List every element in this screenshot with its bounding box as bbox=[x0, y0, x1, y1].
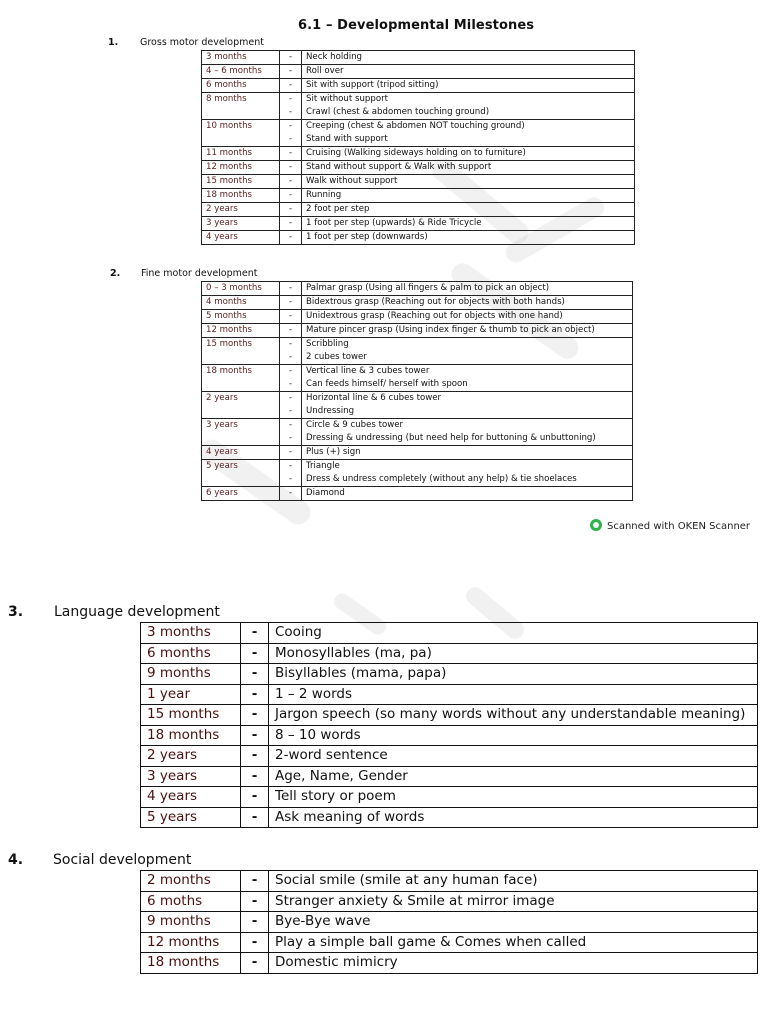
milestone-cell: Cooing bbox=[269, 623, 758, 644]
table-row bbox=[202, 189, 635, 203]
milestone-cell bbox=[302, 231, 635, 245]
dash-mark: - bbox=[288, 325, 293, 335]
table-row bbox=[202, 296, 633, 310]
table-row bbox=[141, 684, 758, 705]
dash-mark: - bbox=[288, 433, 293, 443]
dash-mark: - bbox=[288, 148, 293, 158]
table-row bbox=[141, 807, 758, 828]
dash-cell: - bbox=[241, 932, 269, 953]
milestone-cell bbox=[302, 120, 635, 147]
dash-mark: - bbox=[288, 474, 293, 484]
milestone-cell: 1 – 2 words bbox=[269, 684, 758, 705]
milestone-cell bbox=[302, 147, 635, 161]
table-row bbox=[202, 120, 635, 147]
table-row bbox=[141, 705, 758, 726]
dash-cell bbox=[280, 203, 302, 217]
milestone-cell bbox=[302, 446, 633, 460]
dash-mark: - bbox=[288, 311, 293, 321]
milestone-text: Stand with support bbox=[306, 134, 388, 144]
table-row bbox=[202, 51, 635, 65]
dash-cell bbox=[280, 338, 302, 365]
milestone-text: Can feeds himself/ herself with spoon bbox=[306, 379, 468, 389]
milestone-text: Stand without support & Walk with support bbox=[306, 162, 492, 172]
milestone-text: Unidextrous grasp (Reaching out for objects with one hand) bbox=[306, 311, 563, 321]
dash-cell: - bbox=[241, 871, 269, 892]
dash-cell: - bbox=[241, 664, 269, 685]
milestone-text: Horizontal line & 6 cubes tower bbox=[306, 393, 442, 403]
table-row bbox=[141, 643, 758, 664]
table-row bbox=[202, 338, 633, 365]
milestone-cell bbox=[302, 296, 633, 310]
milestone-cell bbox=[302, 460, 633, 487]
age-cell: 0 – 3 months bbox=[202, 282, 280, 296]
milestone-text: Mature pincer grasp (Using index finger & thumb to pick an object) bbox=[306, 325, 595, 335]
dash-cell bbox=[280, 217, 302, 231]
dash-cell bbox=[280, 460, 302, 487]
age-cell: 12 months bbox=[202, 161, 280, 175]
milestone-cell: Play a simple ball game & Comes when called bbox=[269, 932, 758, 953]
age-cell: 4 years bbox=[202, 446, 280, 460]
dash-cell bbox=[280, 120, 302, 147]
milestone-text: Running bbox=[306, 190, 342, 200]
milestone-text: Walk without support bbox=[306, 176, 398, 186]
dash-mark: - bbox=[288, 204, 293, 214]
table-row bbox=[141, 871, 758, 892]
section-label: Social development bbox=[53, 852, 192, 868]
dash-mark: - bbox=[288, 52, 293, 62]
table-row bbox=[141, 891, 758, 912]
milestone-cell: Bye-Bye wave bbox=[269, 912, 758, 933]
table-row bbox=[202, 79, 635, 93]
milestone-text: Palmar grasp (Using all fingers & palm to pick an object) bbox=[306, 283, 550, 293]
milestone-cell bbox=[302, 175, 635, 189]
table-row bbox=[202, 217, 635, 231]
milestone-cell: 8 – 10 words bbox=[269, 725, 758, 746]
table-row bbox=[141, 912, 758, 933]
age-cell: 2 years bbox=[141, 746, 241, 767]
age-cell: 4 months bbox=[202, 296, 280, 310]
age-cell: 4 – 6 months bbox=[202, 65, 280, 79]
dash-cell: - bbox=[241, 746, 269, 767]
age-cell: 18 months bbox=[202, 365, 280, 392]
age-cell: 12 months bbox=[202, 324, 280, 338]
age-cell: 3 months bbox=[202, 51, 280, 65]
dash-mark: - bbox=[288, 176, 293, 186]
dash-cell bbox=[280, 296, 302, 310]
age-cell: 6 moths bbox=[141, 891, 241, 912]
table-row bbox=[202, 310, 633, 324]
milestone-cell bbox=[302, 419, 633, 446]
milestone-cell bbox=[302, 189, 635, 203]
dash-mark: - bbox=[288, 488, 293, 498]
dash-cell bbox=[280, 231, 302, 245]
milestone-text: Diamond bbox=[306, 488, 345, 498]
age-cell: 6 months bbox=[202, 79, 280, 93]
age-cell: 3 months bbox=[141, 623, 241, 644]
table-row bbox=[141, 746, 758, 767]
milestone-text: Undressing bbox=[306, 406, 355, 416]
milestone-text: 1 foot per step (upwards) & Ride Tricycle bbox=[306, 218, 482, 228]
dash-mark: - bbox=[288, 406, 293, 416]
dash-mark: - bbox=[288, 379, 293, 389]
milestone-text: 2 foot per step bbox=[306, 204, 370, 214]
dash-cell: - bbox=[241, 725, 269, 746]
table-row bbox=[202, 460, 633, 487]
milestone-cell bbox=[302, 365, 633, 392]
age-cell: 3 years bbox=[202, 217, 280, 231]
milestone-cell bbox=[302, 324, 633, 338]
dash-cell bbox=[280, 51, 302, 65]
social-table bbox=[140, 870, 758, 974]
milestone-text: 2 cubes tower bbox=[306, 352, 367, 362]
milestone-cell bbox=[302, 161, 635, 175]
section-number: 1. bbox=[108, 37, 119, 48]
age-cell: 2 years bbox=[202, 392, 280, 419]
dash-cell bbox=[280, 147, 302, 161]
milestone-cell bbox=[302, 487, 633, 501]
dash-cell bbox=[280, 282, 302, 296]
table-row bbox=[202, 147, 635, 161]
milestone-cell: Stranger anxiety & Smile at mirror image bbox=[269, 891, 758, 912]
milestone-cell: Age, Name, Gender bbox=[269, 766, 758, 787]
table-row bbox=[141, 766, 758, 787]
dash-cell: - bbox=[241, 684, 269, 705]
age-cell: 2 years bbox=[202, 203, 280, 217]
milestone-text: Dress & undress completely (without any help) & tie shoelaces bbox=[306, 474, 577, 484]
dash-mark: - bbox=[288, 218, 293, 228]
milestone-cell: Social smile (smile at any human face) bbox=[269, 871, 758, 892]
dash-mark: - bbox=[288, 447, 293, 457]
milestone-text: Neck holding bbox=[306, 52, 362, 62]
milestone-cell: Monosyllables (ma, pa) bbox=[269, 643, 758, 664]
table-row bbox=[202, 487, 633, 501]
age-cell: 6 years bbox=[202, 487, 280, 501]
table-row bbox=[202, 203, 635, 217]
milestone-text: Circle & 9 cubes tower bbox=[306, 420, 404, 430]
age-cell: 9 months bbox=[141, 664, 241, 685]
milestone-cell bbox=[302, 79, 635, 93]
dash-mark: - bbox=[288, 339, 293, 349]
dash-cell bbox=[280, 487, 302, 501]
dash-mark: - bbox=[288, 420, 293, 430]
page-title: 6.1 – Developmental Milestones bbox=[298, 18, 535, 33]
milestone-text: Triangle bbox=[306, 461, 340, 471]
section-number: 3. bbox=[8, 604, 24, 620]
dash-mark: - bbox=[288, 162, 293, 172]
language-table bbox=[140, 622, 758, 828]
dash-cell: - bbox=[241, 891, 269, 912]
milestone-cell bbox=[302, 93, 635, 120]
age-cell: 18 months bbox=[141, 953, 241, 974]
milestone-text: Vertical line & 3 cubes tower bbox=[306, 366, 430, 376]
milestone-cell: Ask meaning of words bbox=[269, 807, 758, 828]
age-cell: 8 months bbox=[202, 93, 280, 120]
age-cell: 15 months bbox=[202, 175, 280, 189]
table-row bbox=[141, 664, 758, 685]
milestone-cell bbox=[302, 217, 635, 231]
table-row bbox=[202, 324, 633, 338]
dash-cell bbox=[280, 446, 302, 460]
age-cell: 18 months bbox=[141, 725, 241, 746]
dash-cell: - bbox=[241, 787, 269, 808]
table-row bbox=[141, 953, 758, 974]
dash-cell bbox=[280, 189, 302, 203]
milestone-cell bbox=[302, 392, 633, 419]
dash-mark: - bbox=[288, 190, 293, 200]
table-row bbox=[141, 725, 758, 746]
milestone-cell bbox=[302, 203, 635, 217]
milestone-text: Scribbling bbox=[306, 339, 349, 349]
milestone-cell: 2-word sentence bbox=[269, 746, 758, 767]
dash-mark: - bbox=[288, 121, 293, 131]
dash-mark: - bbox=[288, 80, 293, 90]
dash-mark: - bbox=[288, 232, 293, 242]
dash-mark: - bbox=[288, 366, 293, 376]
table-row bbox=[202, 161, 635, 175]
milestone-text: 1 foot per step (downwards) bbox=[306, 232, 428, 242]
dash-mark: - bbox=[288, 297, 293, 307]
age-cell: 4 years bbox=[141, 787, 241, 808]
milestone-text: Roll over bbox=[306, 66, 344, 76]
gross-motor-table bbox=[201, 50, 635, 245]
dash-cell: - bbox=[241, 807, 269, 828]
dash-mark: - bbox=[288, 393, 293, 403]
table-row bbox=[202, 231, 635, 245]
section-label: Fine motor development bbox=[141, 268, 258, 279]
scanner-watermark bbox=[590, 519, 750, 532]
table-row bbox=[141, 623, 758, 644]
age-cell: 5 months bbox=[202, 310, 280, 324]
milestone-cell bbox=[302, 65, 635, 79]
scanner-text: Scanned with OKEN Scanner bbox=[607, 521, 751, 532]
dash-mark: - bbox=[288, 94, 293, 104]
dash-mark: - bbox=[288, 352, 293, 362]
milestone-text: Sit without support bbox=[306, 94, 388, 104]
milestone-text: Bidextrous grasp (Reaching out for objects with both hands) bbox=[306, 297, 565, 307]
table-row bbox=[141, 932, 758, 953]
age-cell: 12 months bbox=[141, 932, 241, 953]
table-row bbox=[202, 65, 635, 79]
dash-cell bbox=[280, 310, 302, 324]
age-cell: 5 years bbox=[141, 807, 241, 828]
age-cell: 11 months bbox=[202, 147, 280, 161]
table-row bbox=[202, 446, 633, 460]
age-cell: 10 months bbox=[202, 120, 280, 147]
table-row bbox=[202, 93, 635, 120]
dash-cell bbox=[280, 365, 302, 392]
milestone-cell: Jargon speech (so many words without any understandable meaning) bbox=[269, 705, 758, 726]
milestone-text: Cruising (Walking sideways holding on to furniture) bbox=[306, 148, 526, 158]
dash-cell bbox=[280, 392, 302, 419]
milestone-text: Dressing & undressing (but need help for buttoning & unbuttoning) bbox=[306, 433, 596, 443]
table-row bbox=[141, 787, 758, 808]
milestone-text: Sit with support (tripod sitting) bbox=[306, 80, 439, 90]
dash-cell bbox=[280, 324, 302, 338]
dash-mark: - bbox=[288, 461, 293, 471]
milestone-cell bbox=[302, 51, 635, 65]
fine-motor-table bbox=[201, 281, 633, 501]
age-cell: 4 years bbox=[202, 231, 280, 245]
milestone-text: Plus (+) sign bbox=[306, 447, 361, 457]
dash-cell bbox=[280, 419, 302, 446]
milestone-cell bbox=[302, 310, 633, 324]
milestone-cell: Tell story or poem bbox=[269, 787, 758, 808]
milestone-cell: Bisyllables (mama, papa) bbox=[269, 664, 758, 685]
milestone-cell: Domestic mimicry bbox=[269, 953, 758, 974]
age-cell: 2 months bbox=[141, 871, 241, 892]
dash-cell: - bbox=[241, 705, 269, 726]
age-cell: 15 months bbox=[141, 705, 241, 726]
dash-cell bbox=[280, 175, 302, 189]
table-row bbox=[202, 365, 633, 392]
dash-mark: - bbox=[288, 134, 293, 144]
age-cell: 1 year bbox=[141, 684, 241, 705]
dash-cell bbox=[280, 65, 302, 79]
dash-cell bbox=[280, 161, 302, 175]
dash-mark: - bbox=[288, 283, 293, 293]
milestone-cell bbox=[302, 282, 633, 296]
milestone-text: Creeping (chest & abdomen NOT touching ground) bbox=[306, 121, 525, 131]
table-row bbox=[202, 282, 633, 296]
milestone-cell bbox=[302, 338, 633, 365]
section-number: 2. bbox=[110, 268, 121, 279]
section-number: 4. bbox=[8, 852, 24, 868]
dash-cell: - bbox=[241, 623, 269, 644]
table-row bbox=[202, 175, 635, 189]
dash-cell: - bbox=[241, 912, 269, 933]
section-label: Language development bbox=[54, 604, 220, 620]
dash-mark: - bbox=[288, 107, 293, 117]
table-row bbox=[202, 392, 633, 419]
age-cell: 18 months bbox=[202, 189, 280, 203]
age-cell: 5 years bbox=[202, 460, 280, 487]
dash-mark: - bbox=[288, 66, 293, 76]
dash-cell: - bbox=[241, 766, 269, 787]
scanner-logo-icon bbox=[590, 519, 602, 531]
dash-cell: - bbox=[241, 643, 269, 664]
section-label: Gross motor development bbox=[140, 37, 264, 48]
age-cell: 9 months bbox=[141, 912, 241, 933]
dash-cell: - bbox=[241, 953, 269, 974]
age-cell: 6 months bbox=[141, 643, 241, 664]
age-cell: 3 years bbox=[141, 766, 241, 787]
age-cell: 3 years bbox=[202, 419, 280, 446]
table-row bbox=[202, 419, 633, 446]
dash-cell bbox=[280, 79, 302, 93]
dash-cell bbox=[280, 93, 302, 120]
milestone-text: Crawl (chest & abdomen touching ground) bbox=[306, 107, 490, 117]
age-cell: 15 months bbox=[202, 338, 280, 365]
